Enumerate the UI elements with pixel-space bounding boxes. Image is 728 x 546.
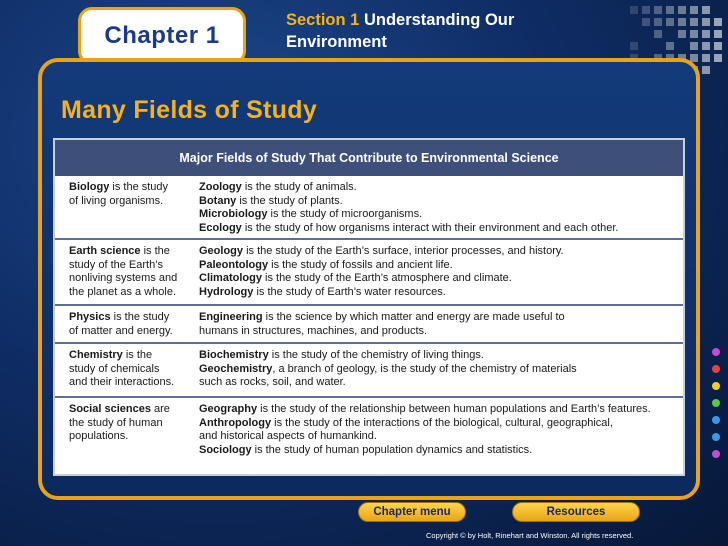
table-row <box>55 342 683 396</box>
decorative-dot <box>702 6 710 14</box>
decorative-dot <box>666 42 674 50</box>
row-fields: Zoology is the study of animals. Botany is the study of plants. Microbiology is the study of microorganisms. Ecology is the study of how organisms interact with their environment and each other. <box>199 181 619 234</box>
table-row <box>55 176 683 238</box>
fields-table <box>53 138 685 476</box>
decorative-dot <box>702 66 710 74</box>
decorative-dot <box>654 6 662 14</box>
decorative-dot <box>630 6 638 14</box>
table-row <box>55 396 683 474</box>
decorative-dot <box>702 18 710 26</box>
decorative-dot <box>678 6 686 14</box>
decorative-dot <box>702 30 710 38</box>
decorative-dot <box>714 30 722 38</box>
decorative-dot <box>678 30 686 38</box>
decorative-dot <box>654 30 662 38</box>
decorative-dot <box>630 42 638 50</box>
row-fields: Geology is the study of the Earth’s surface, interior processes, and history. Paleontology is the study of fossils and ancient life. Climatology is the study of the Earth’s atmosphere and climate. Hydrology is the study of Earth’s water resources. <box>199 245 564 298</box>
decorative-dot <box>690 6 698 14</box>
section-number: Section 1 <box>286 11 360 29</box>
chapter-label: Chapter 1 <box>104 22 220 49</box>
decorative-dot <box>666 6 674 14</box>
decorative-dot <box>714 42 722 50</box>
decorative-dot <box>702 42 710 50</box>
decorative-dot <box>714 18 722 26</box>
row-category: Chemistry is the study of chemicals and their interactions. <box>69 349 175 389</box>
decorative-dot <box>690 42 698 50</box>
nav-dot-icon <box>712 450 720 458</box>
nav-dot-icon <box>712 365 720 373</box>
copyright-text: Copyright © by Holt, Rinehart and Winston. All rights reserved. <box>426 531 634 540</box>
row-fields: Engineering is the science by which matter and energy are made useful to humans in structures, machines, and products. <box>199 311 565 337</box>
nav-dot-icon <box>712 433 720 441</box>
resources-button[interactable]: Resources <box>512 502 640 522</box>
chapter-menu-button[interactable]: Chapter menu <box>358 502 466 522</box>
row-category: Physics is the study of matter and energy. <box>69 311 173 337</box>
section-title-line1: Understanding Our <box>359 11 515 29</box>
decorative-dot <box>690 18 698 26</box>
section-heading <box>286 9 586 53</box>
nav-dot-icon <box>712 399 720 407</box>
row-category: Social sciences are the study of human populations. <box>69 403 170 443</box>
decorative-dot <box>642 18 650 26</box>
decorative-dot <box>714 54 722 62</box>
nav-dot-icon <box>712 348 720 356</box>
row-fields: Geography is the study of the relationship between human populations and Earth’s features. Anthropology is the study of the interactions of the biological, cultural, geographical, and historical aspects of humankind. Sociology is the study of human population dynamics and statistics. <box>199 403 651 456</box>
decorative-dot <box>678 18 686 26</box>
decorative-dot <box>666 18 674 26</box>
decorative-dot <box>654 18 662 26</box>
decorative-dot <box>690 30 698 38</box>
page-title: Many Fields of Study <box>61 96 318 124</box>
table-title: Major Fields of Study That Contribute to Environmental Science <box>55 140 683 176</box>
row-fields: Biochemistry is the study of the chemistry of living things. Geochemistry, a branch of geology, is the study of the chemistry of materials such as rocks, soil, and water. <box>199 349 577 389</box>
decorative-dot <box>702 54 710 62</box>
nav-dot-icon <box>712 416 720 424</box>
table-row <box>55 304 683 342</box>
decorative-dot <box>642 6 650 14</box>
nav-dot-icon <box>712 382 720 390</box>
row-category: Biology is the study of living organisms. <box>69 181 169 207</box>
table-row <box>55 238 683 304</box>
row-category: Earth science is the study of the Earth’s nonliving systems and the planet as a whole. <box>69 245 178 298</box>
chapter-tab <box>78 7 246 65</box>
section-title-line2: Environment <box>286 33 387 51</box>
